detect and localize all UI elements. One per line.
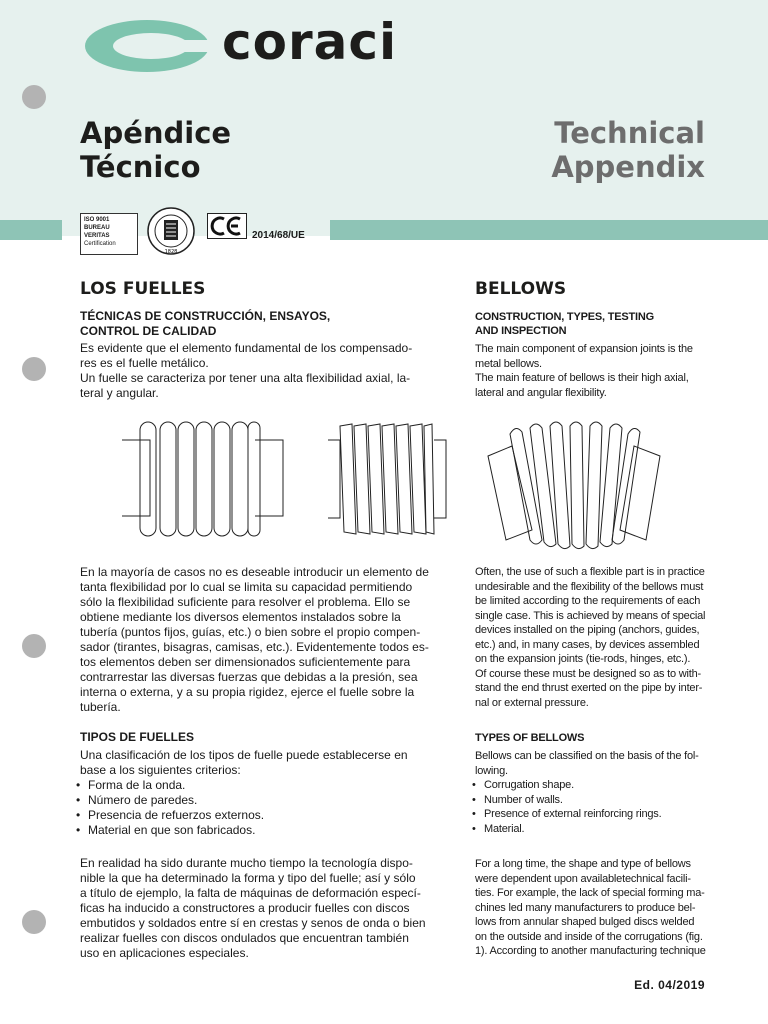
accent-bar-left [0, 220, 62, 240]
coraci-logo-icon [85, 18, 215, 74]
paragraph-history-es: En realidad ha sido durante mucho tiempo la tecnología dispo- nible la que ha determinado la forma y tipo del fuelle; así y sólo a título de ejemplo, la falta de máquinas de deformación especí- ficas ha inducido a constructores a producir fuelles con discos embutidos y soldados entre sí en crestas y senos de onda o bien realizar fuelles con discos ondulados que encuentran también uso en aplicaciones especiales. [80, 856, 426, 960]
binder-hole [22, 910, 46, 934]
paragraph-limitation-en: Often, the use of such a flexible part is in practice undesirable and the flexibility of the bellows must be limited according to the requirements of each single case. This is achieved by means of special devices installed on the piping (anchors, guides, etc.) and, in many cases, by devices assembled on the expansion joints (tie-rods, hinges, etc.). Of course these must be designed so as to with- stand the end thrust exerted on the pipe by inter- nal or external pressure. [475, 566, 706, 709]
title-spanish: Apéndice Técnico [80, 116, 232, 184]
types-list-en [470, 778, 661, 836]
intro-es: Es evidente que el elemento fundamental de los compensado- res es el fuelle metálico. Un fuelle se caracteriza por tener una alta flexibilidad axial, la- teral y angular. [80, 341, 413, 400]
ce-mark-icon [207, 213, 247, 239]
list-item: • Presencia de refuerzos externos. [74, 808, 264, 823]
title-english: Technical Appendix [551, 116, 705, 184]
subheading-es: TÉCNICAS DE CONSTRUCCIÓN, ENSAYOS, CONTROL DE CALIDAD [80, 309, 331, 338]
brand-name: coraci [222, 13, 398, 71]
svg-text:1828: 1828 [164, 249, 178, 255]
iso-certification-badge: ISO 9001 BUREAU VERITAS Certification [80, 213, 138, 255]
types-intro-en: Bellows can be classified on the basis of the fol- lowing. [475, 750, 699, 777]
types-intro-es: Una clasificación de los tipos de fuelle puede establecerse en base a los siguientes criterios: [80, 748, 408, 777]
subheading-en: CONSTRUCTION, TYPES, TESTING AND INSPECTION [475, 311, 654, 337]
binder-hole [22, 634, 46, 658]
list-item: • Forma de la onda. [74, 778, 264, 793]
heading-es: LOS FUELLES [80, 279, 206, 299]
list-item: • Number of walls. [470, 793, 661, 808]
list-item: • Material en que son fabricados. [74, 823, 264, 838]
paragraph-limitation-es: En la mayoría de casos no es deseable introducir un elemento de tanta flexibilidad por lo cual se limita su capacidad permitiendo sólo la flexibilidad suficiente para resolver el problema. Ello se obtiene mediante los diversos elementos instalados sobre la tubería (puntos fijos, guías, etc.) o bien sobre el propio compen- sador (tirantes, bisagras, camisas, etc.). Evidentemente todos es- tos elementos deben ser dimensionados suficientemente para contrarrestar las diversas fuerzas que debidas a la presión, sea interna o externa, y a su propia rigidez, ejerce el fuelle sobre la tubería. [80, 565, 429, 714]
figure-angular-bellows [484, 418, 670, 553]
accent-bar-right [330, 220, 768, 240]
binder-hole [22, 85, 46, 109]
paragraph-history-en: For a long time, the shape and type of bellows were dependent upon availabletechnical facili- ties. For example, the lack of special forming ma- chines led many manufacturers to produce bel- lows from annular shaped bulged discs welded on the outside and inside of the corrugations (fig. 1). According to another manufacturing technique [475, 858, 706, 957]
bureau-veritas-seal-icon [140, 206, 202, 256]
types-heading-en: TYPES OF BELLOWS [475, 732, 585, 744]
list-item: • Presence of external reinforcing rings. [470, 807, 661, 822]
list-item: • Material. [470, 822, 661, 837]
types-heading-es: TIPOS DE FUELLES [80, 730, 195, 744]
edition-label: Ed. 04/2019 [634, 978, 705, 992]
list-item: • Corrugation shape. [470, 778, 661, 793]
heading-en: BELLOWS [475, 279, 567, 299]
figure-disc-bellows [120, 418, 285, 540]
list-item: • Número de paredes. [74, 793, 264, 808]
directive-label: 2014/68/UE [252, 230, 305, 241]
binder-hole [22, 357, 46, 381]
figure-welded-disc-bellows [326, 418, 448, 540]
types-list-es [74, 778, 264, 838]
intro-en: The main component of expansion joints is the metal bellows. The main feature of bellows is their high axial, lateral and angular flexibility. [475, 343, 693, 399]
